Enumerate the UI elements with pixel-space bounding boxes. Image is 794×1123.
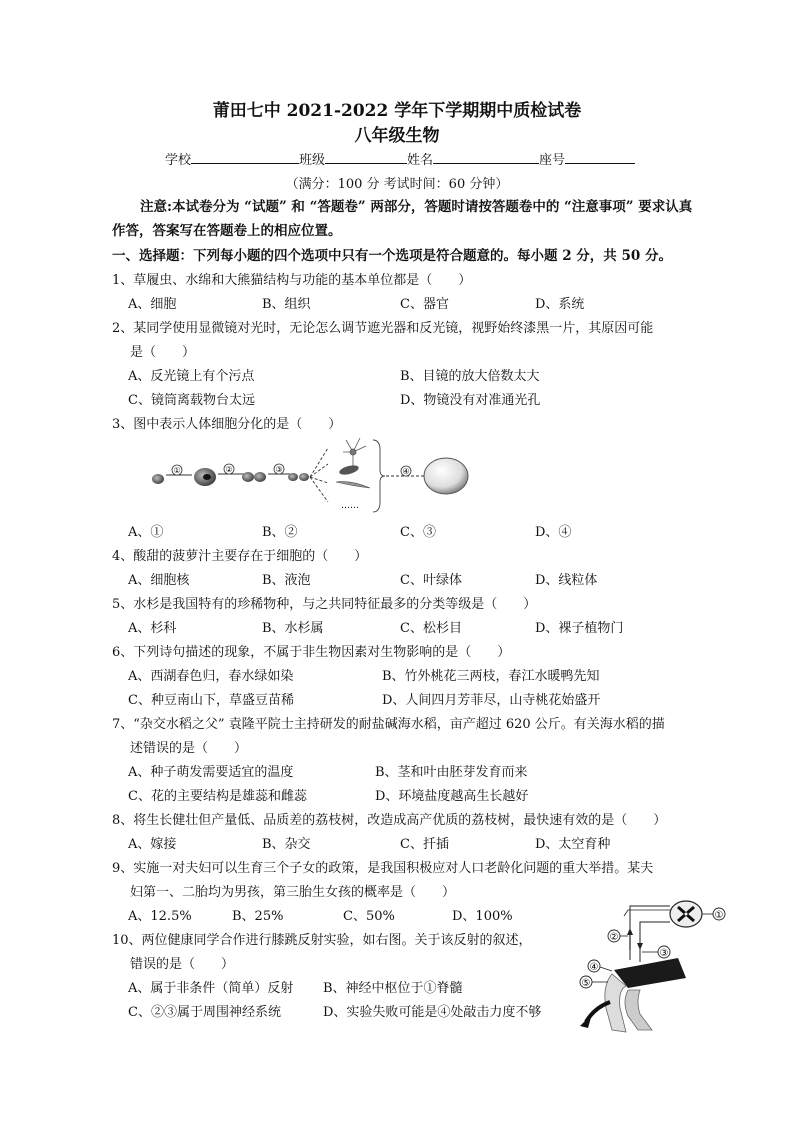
q4-option-c: C、叶绿体 xyxy=(400,573,462,588)
question-5-stem: 5、水杉是我国特有的珍稀物种，与之共同特征最多的分类等级是（ ） xyxy=(112,597,537,612)
label-3-efferent: ③ xyxy=(659,948,669,959)
q5-option-c: C、松杉目 xyxy=(400,621,462,636)
step-1-label: ① xyxy=(173,466,181,475)
q7-option-a: A、种子萌发需要适宜的温度 xyxy=(128,765,294,780)
q9-option-b: B、25% xyxy=(232,909,284,924)
single-cell xyxy=(152,474,164,484)
q3-option-c: C、③ xyxy=(400,525,436,540)
q1-option-b: B、组织 xyxy=(262,297,311,312)
q3-option-b: B、② xyxy=(262,525,298,540)
q2-option-a: A、反光镜上有个污点 xyxy=(128,369,255,384)
q9-option-a: A、12.5% xyxy=(128,909,192,924)
name-blank[interactable] xyxy=(433,149,539,164)
q6-option-b: B、竹外桃花三两枝，春江水暖鸭先知 xyxy=(382,669,600,684)
q9-option-d: D、100% xyxy=(452,909,513,924)
q4-option-a: A、细胞核 xyxy=(128,573,190,588)
q1-option-d: D、系统 xyxy=(535,297,585,312)
notice-text: 本试卷分为 “试题” 和 “答题卷” 两部分，答题时请按答题卷中的 “注意事项” 要求认真作答，答案写在答题卷上的相应位置。 xyxy=(112,199,693,239)
question-2-stem: 2、某同学使用显微镜对光时，无论怎么调节遮光器和反光镜，视野始终漆黑一片，其原因可能 xyxy=(112,321,654,336)
q2-option-d: D、物镜没有对准通光孔 xyxy=(400,393,541,408)
question-7-stem-cont: 述错误的是（ ） xyxy=(130,741,248,756)
knee-reflex-figure xyxy=(568,890,738,1040)
q9-option-c: C、50% xyxy=(343,909,395,924)
question-10-stem-cont: 错误的是（ ） xyxy=(130,957,235,972)
q10-option-c: C、②③属于周围神经系统 xyxy=(128,1005,281,1020)
step-4-label: ④ xyxy=(402,467,410,476)
label-1-spinal-cord: ① xyxy=(714,910,724,921)
label-5-receptor: ⑤ xyxy=(581,978,591,989)
four-cells xyxy=(288,473,309,481)
question-1-stem: 1、草履虫、水绵和大熊猫结构与功能的基本单位都是（ ） xyxy=(112,273,472,288)
notice-label: 注意: xyxy=(140,199,172,215)
section-heading: 一、选择题：下列每小题的四个选项中只有一个选项是符合题意的。每小题 2 分，共 50 分。 xyxy=(112,248,672,264)
question-4-stem: 4、酸甜的菠萝汁主要存在于细胞的（ ） xyxy=(112,549,368,564)
q7-option-d: D、环境盐度越高生长越好 xyxy=(375,789,529,804)
spinal-cord-section xyxy=(670,901,702,927)
q8-option-d: D、太空育种 xyxy=(535,837,611,852)
class-blank[interactable] xyxy=(325,149,407,164)
student-info-row xyxy=(165,149,635,168)
exam-meta: （满分：100 分 考试时间：60 分钟） xyxy=(285,177,509,192)
q10-option-b: B、神经中枢位于①脊髓 xyxy=(323,981,463,996)
q3-option-a: A、① xyxy=(128,525,164,540)
question-9-stem: 9、实施一对夫妇可以生育三个子女的政策，是我国积极应对人口老龄化问题的重大举措。某夫 xyxy=(112,861,654,876)
q5-option-d: D、裸子植物门 xyxy=(535,621,624,636)
seat-blank[interactable] xyxy=(565,149,635,164)
q7-option-c: C、花的主要结构是雄蕊和雌蕊 xyxy=(128,789,307,804)
q8-option-a: A、嫁接 xyxy=(128,837,177,852)
two-cells xyxy=(242,472,266,482)
question-8-stem: 8、将生长健壮但产量低、品质差的荔枝树，改造成高产优质的荔枝树，最快速有效的是（ ） xyxy=(112,813,667,828)
q2-option-b: B、目镜的放大倍数太大 xyxy=(400,369,540,384)
exam-title: 莆田七中 2021-2022 学年下学期期中质检试卷 xyxy=(212,101,582,121)
question-10-stem: 10、两位健康同学合作进行膝跳反射实验，如右图。关于该反射的叙述， xyxy=(112,933,532,948)
exam-subtitle: 八年级生物 xyxy=(354,126,440,146)
q8-option-b: B、杂交 xyxy=(262,837,311,852)
question-7-stem: 7、“杂交水稻之父” 袁隆平院士主持研发的耐盐碱海水稻，亩产超过 620 公斤。有关海水稻的描 xyxy=(112,717,665,732)
q8-option-c: C、扦插 xyxy=(400,837,449,852)
question-9-stem-cont: 妇第一、二胎均为男孩，第三胎生女孩的概率是（ ） xyxy=(130,885,456,900)
label-4-knee-tap-point: ④ xyxy=(589,962,599,973)
q10-option-d: D、实验失败可能是④处敲击力度不够 xyxy=(323,1005,542,1020)
q5-option-a: A、杉科 xyxy=(128,621,177,636)
muscle-cell xyxy=(336,482,370,488)
notice-block xyxy=(112,195,702,243)
step-2-label: ② xyxy=(225,465,233,474)
grown-cell xyxy=(194,468,216,486)
q2-option-c: C、镜筒离载物台太远 xyxy=(128,393,255,408)
q3-option-d: D、④ xyxy=(535,525,572,540)
q6-option-a: A、西湖春色归，春水绿如染 xyxy=(128,669,294,684)
leg-silhouette xyxy=(605,958,686,1032)
q1-option-a: A、细胞 xyxy=(128,297,177,312)
q5-option-b: B、水杉属 xyxy=(262,621,324,636)
school-blank[interactable] xyxy=(191,149,299,164)
q4-option-d: D、线粒体 xyxy=(535,573,598,588)
red-blood-cell xyxy=(338,464,359,477)
q1-option-c: C、器官 xyxy=(400,297,449,312)
tissue-sphere xyxy=(424,458,468,494)
q7-option-b: B、茎和叶由胚芽发育而来 xyxy=(375,765,528,780)
class-label: 班级 xyxy=(299,153,326,168)
name-label: 姓名 xyxy=(407,153,434,168)
question-3-stem: 3、图中表示人体细胞分化的是（ ） xyxy=(112,417,342,432)
q10-option-a: A、属于非条件（简单）反射 xyxy=(128,981,294,996)
ellipsis-label: …… xyxy=(341,501,359,511)
cell-differentiation-figure xyxy=(148,430,478,516)
branch-arrows xyxy=(310,448,328,502)
label-2-afferent: ② xyxy=(609,932,619,943)
school-label: 学校 xyxy=(165,153,192,168)
question-6-stem: 6、下列诗句描述的现象，不属于非生物因素对生物影响的是（ ） xyxy=(112,645,511,660)
step-3-label: ③ xyxy=(275,465,283,474)
q6-option-d: D、人间四月芳菲尽，山寺桃花始盛开 xyxy=(382,693,601,708)
q6-option-c: C、种豆南山下，草盛豆苗稀 xyxy=(128,693,294,708)
seat-label: 座号 xyxy=(539,153,566,168)
question-2-stem-cont: 是（ ） xyxy=(130,345,196,360)
q4-option-b: B、液泡 xyxy=(262,573,311,588)
